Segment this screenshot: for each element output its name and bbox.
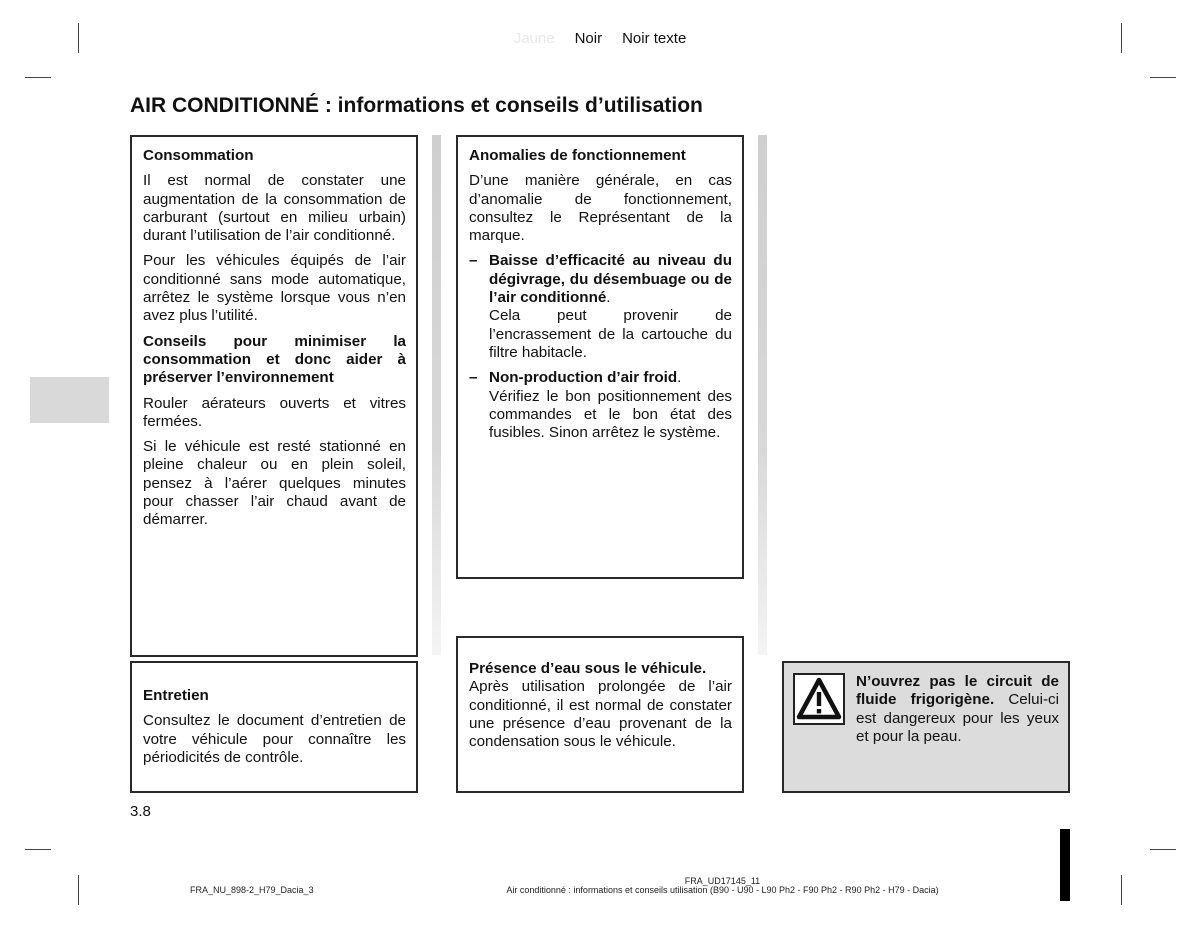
environment-tip: Rouler aérateurs ouverts et vitres fermées. xyxy=(143,394,406,430)
environment-tips-heading: Conseils pour minimiser la consommation et donc aider à préserver l’environnement xyxy=(143,332,406,387)
environment-tip: Si le véhicule est resté stationné en pleine chaleur ou en plein soleil, pensez à l’aérer quelques minutes pour chasser l’air chaud avant de démarrer. xyxy=(143,438,406,529)
water-presence-box xyxy=(456,636,744,793)
color-label-black-text: Noir texte xyxy=(622,30,687,47)
warning-text xyxy=(856,673,1059,746)
water-heading: Présence d’eau sous le véhicule. xyxy=(469,660,707,677)
anomalies-box xyxy=(456,135,744,579)
warning-detail: Celui-ci est dangereux pour les yeux et pour la peau. xyxy=(856,691,1059,745)
color-label-black: Noir xyxy=(574,30,603,47)
dash-bullet: – xyxy=(469,369,478,387)
water-paragraph xyxy=(469,660,732,751)
dash-bullet: – xyxy=(469,252,478,270)
anomaly-title: Non-production d’air froid xyxy=(489,369,678,387)
footer-left: FRA_NU_898-2_H79_Dacia_3 xyxy=(190,885,314,895)
warning-triangle-icon xyxy=(793,673,845,725)
crop-mark xyxy=(25,77,51,78)
column-separator xyxy=(432,135,441,655)
page-title: AIR CONDITIONNÉ : informations et conseils d’utilisation xyxy=(130,94,703,117)
consumption-heading: Consommation xyxy=(143,147,254,164)
crop-mark xyxy=(1150,77,1176,78)
crop-mark xyxy=(25,849,51,850)
footer-description: Air conditionné : informations et conseils utilisation (B90 - U90 - L90 Ph2 - F90 Ph2 - R90 Ph2 - H79 - Dacia) xyxy=(506,885,939,895)
anomalies-heading: Anomalies de fonctionnement xyxy=(469,147,686,164)
anomalies-intro: D’une manière générale, en cas d’anomalie de fonctionnement, consultez le Représentant de la marque. xyxy=(469,172,732,245)
list-item: – Baisse d’efficacité au niveau du dégivrage, du désembuage ou de l’air conditionné. Cela peut provenir de l’encrassement de la cartouche du filtre habitacle. xyxy=(469,252,732,361)
consumption-box xyxy=(130,135,418,657)
crop-mark xyxy=(1150,849,1176,850)
maintenance-paragraph: Consultez le document d’entretien de votre véhicule pour connaître les périodicités de contrôle. xyxy=(143,712,406,766)
consumption-paragraph: Pour les véhicules équipés de l’air conditionné sans mode automatique, arrêtez le système lorsque vous n’en avez plus l’utilité. xyxy=(143,252,406,325)
warning-box xyxy=(782,661,1070,793)
maintenance-heading: Entretien xyxy=(143,687,209,704)
color-label-yellow: Jaune xyxy=(513,30,555,47)
page-number: 3.8 xyxy=(130,803,151,820)
chapter-tab xyxy=(30,377,109,423)
list-item: – Non-production d’air froid. Vérifiez le bon positionnement des commandes et le bon état des fusibles. Sinon arrêtez le système. xyxy=(469,369,732,442)
maintenance-box xyxy=(130,661,418,793)
anomaly-description: Vérifiez le bon positionnement des commandes et le bon état des fusibles. Sinon arrêtez le système. xyxy=(489,387,732,442)
warning-bold: N’ouvrez pas le circuit de fluide frigorigène. xyxy=(856,673,1059,709)
consumption-paragraph: Il est normal de constater une augmentation de la consommation de carburant (surtout en milieu urbain) durant l’utilisation de l’air conditionné. xyxy=(143,172,406,245)
black-registration-bar xyxy=(1060,829,1070,901)
column-separator xyxy=(758,135,767,655)
color-separation-header xyxy=(0,30,1200,47)
water-text: Après utilisation prolongée de l’air conditionné, il est normal de constater une présence d’eau provenant de la condensation sous le véhicule. xyxy=(469,678,732,751)
anomaly-description: Cela peut provenir de l’encrassement de la cartouche du filtre habitacle. xyxy=(489,307,732,361)
anomaly-title: Baisse d’efficacité au niveau du dégivrage, du désembuage ou de l’air conditionné xyxy=(489,252,732,307)
footer-code: FRA_UD17145_11 xyxy=(684,876,761,886)
